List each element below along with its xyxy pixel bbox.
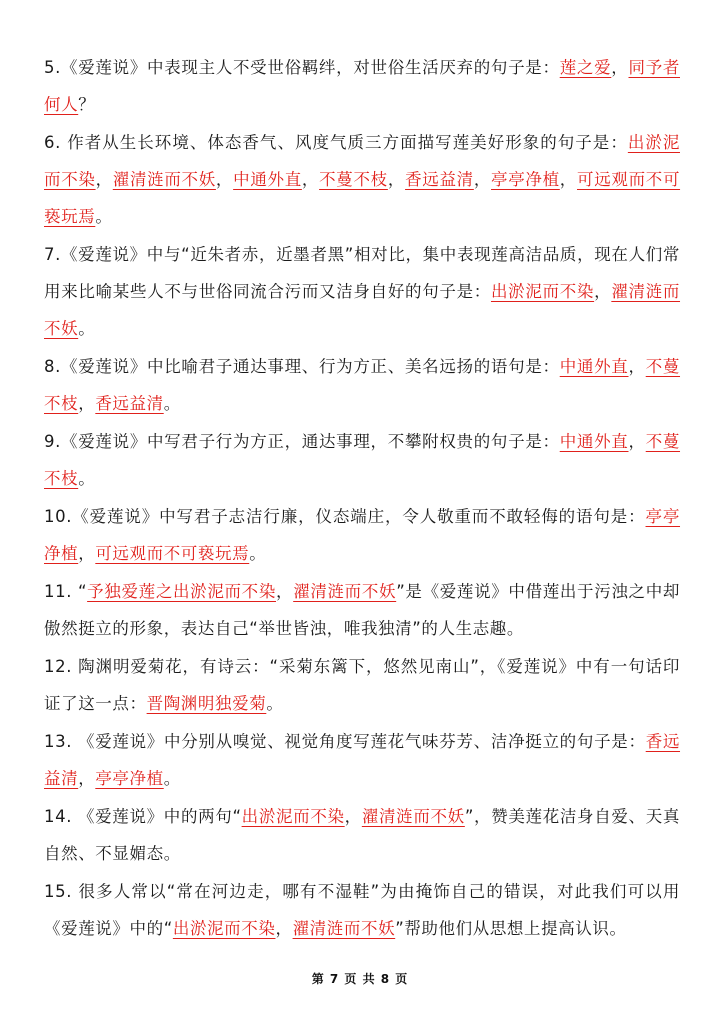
question-text: 。: [78, 469, 96, 488]
question-item-11: [44, 573, 680, 647]
answer-text: 出淤泥而不染: [44, 133, 680, 189]
question-item-6: [44, 124, 680, 235]
answer-text: 香远益清: [95, 394, 164, 413]
question-text: ”帮助他们从思想上提高认识。: [395, 919, 627, 938]
question-text: 11. “: [44, 582, 88, 601]
question-item-5: [44, 49, 680, 123]
question-text: 8.《爱莲说》中比喻君子通达事理、行为方正、美名远扬的语句是：: [44, 357, 560, 376]
answer-text: 亭亭净植: [95, 769, 164, 788]
question-text: 。: [163, 394, 181, 413]
question-text: ，: [387, 170, 406, 189]
question-text: ，: [78, 769, 96, 788]
question-text: ，: [215, 170, 234, 189]
question-item-14: [44, 798, 680, 872]
answer-text: 濯清涟而不妖: [44, 282, 681, 338]
question-text: 13. 《爱莲说》中分别从嗅觉、视觉角度写莲花气味芬芳、洁净挺立的句子是：: [44, 732, 646, 751]
question-item-7: [44, 236, 680, 347]
question-text: 10.《爱莲说》中写君子志洁行廉，仪态端庄，令人敬重而不敢轻侮的语句是：: [44, 507, 646, 526]
answer-text: 不蔓不枝: [44, 432, 681, 488]
question-item-12: [44, 648, 680, 722]
question-item-10: [44, 498, 680, 572]
question-text: 6. 作者从生长环境、体态香气、风度气质三方面描写莲美好形象的句子是：: [44, 133, 628, 152]
answer-text: 不蔓不枝: [44, 357, 681, 413]
answer-text: 出淤泥而不染: [490, 282, 595, 301]
question-item-15: [44, 873, 680, 947]
question-text: 7.《爱莲说》中与“近朱者赤，近墨者黑”相对比，集中表现莲高洁品质，现在人们常用来比喻某些人不与世俗同流合污而又洁身自好的句子是：: [44, 245, 680, 301]
question-text: 12. 陶渊明爱菊花，有诗云：“采菊东篱下，悠然见南山”，《爱莲说》中有一句话印证了这一点：: [44, 657, 680, 713]
answer-text: 同予者何人: [44, 58, 680, 114]
answer-text: 出淤泥而不染: [172, 919, 276, 938]
question-text: 9.《爱莲说》中写君子行为方正，通达事理，不攀附权贵的句子是：: [44, 432, 560, 451]
question-text: 14. 《爱莲说》中的两句“: [44, 807, 242, 826]
question-text: ，: [78, 394, 96, 413]
question-text: 。: [266, 694, 284, 713]
answer-text: 莲之爱: [559, 58, 612, 77]
answer-text: 出淤泥而不染: [241, 807, 345, 826]
question-item-8: [44, 348, 680, 422]
answer-text: 濯清涟而不妖: [292, 919, 396, 938]
question-text: 5.《爱莲说》中表现主人不受世俗羁绊，对世俗生活厌弃的句子是：: [44, 58, 560, 77]
answer-text: 不蔓不枝: [319, 170, 388, 189]
answer-text: 香远益清: [44, 732, 681, 788]
answer-text: 濯清涟而不妖: [361, 807, 465, 826]
question-text: 。: [163, 769, 181, 788]
answer-text: 予独爱莲之出淤泥而不染: [87, 582, 277, 601]
question-text: ”，赞美莲花洁身自爱、天真自然、不显媚态。: [44, 807, 680, 863]
answer-text: 中通外直: [559, 357, 629, 376]
answer-text: 濯清涟而不妖: [112, 170, 216, 189]
question-text: ？: [78, 95, 96, 114]
question-text: ”是《爱莲说》中借莲出于污浊之中却傲然挺立的形象，表达自己“举世皆浊，唯我独清”的人生志趣。: [44, 582, 680, 638]
question-text: ，: [559, 170, 577, 189]
question-text: ，: [78, 544, 96, 563]
question-text: ，: [473, 170, 492, 189]
answer-text: 可远观而不可亵玩焉: [44, 170, 681, 226]
question-text: ，: [275, 919, 293, 938]
answer-text: 香远益清: [405, 170, 474, 189]
question-text: 。: [78, 319, 96, 338]
answer-text: 亭亭净植: [44, 507, 681, 563]
question-text: ，: [344, 807, 362, 826]
question-item-9: [44, 423, 680, 497]
question-text: 15. 很多人常以“常在河边走，哪有不湿鞋”为由掩饰自己的错误，对此我们可以用《爱莲说》中的“: [44, 882, 680, 938]
answer-text: 可远观而不可亵玩焉: [95, 544, 250, 563]
answer-text: 濯清涟而不妖: [293, 582, 397, 601]
question-text: ，: [594, 282, 612, 301]
page-footer: 第 7 页 共 8 页: [311, 972, 409, 986]
question-text: 。: [249, 544, 267, 563]
question-text: ，: [628, 357, 646, 376]
question-text: 。: [95, 207, 113, 226]
answer-text: 中通外直: [559, 432, 629, 451]
question-text: ，: [628, 432, 646, 451]
answer-text: 晋陶渊明独爱菊: [146, 694, 267, 713]
answer-text: 中通外直: [233, 170, 302, 189]
answer-text: 亭亭净植: [491, 170, 560, 189]
question-item-13: [44, 723, 680, 797]
question-text: ，: [301, 170, 320, 189]
question-text: ，: [95, 170, 113, 189]
question-text: ，: [611, 58, 629, 77]
question-text: ，: [276, 582, 294, 601]
